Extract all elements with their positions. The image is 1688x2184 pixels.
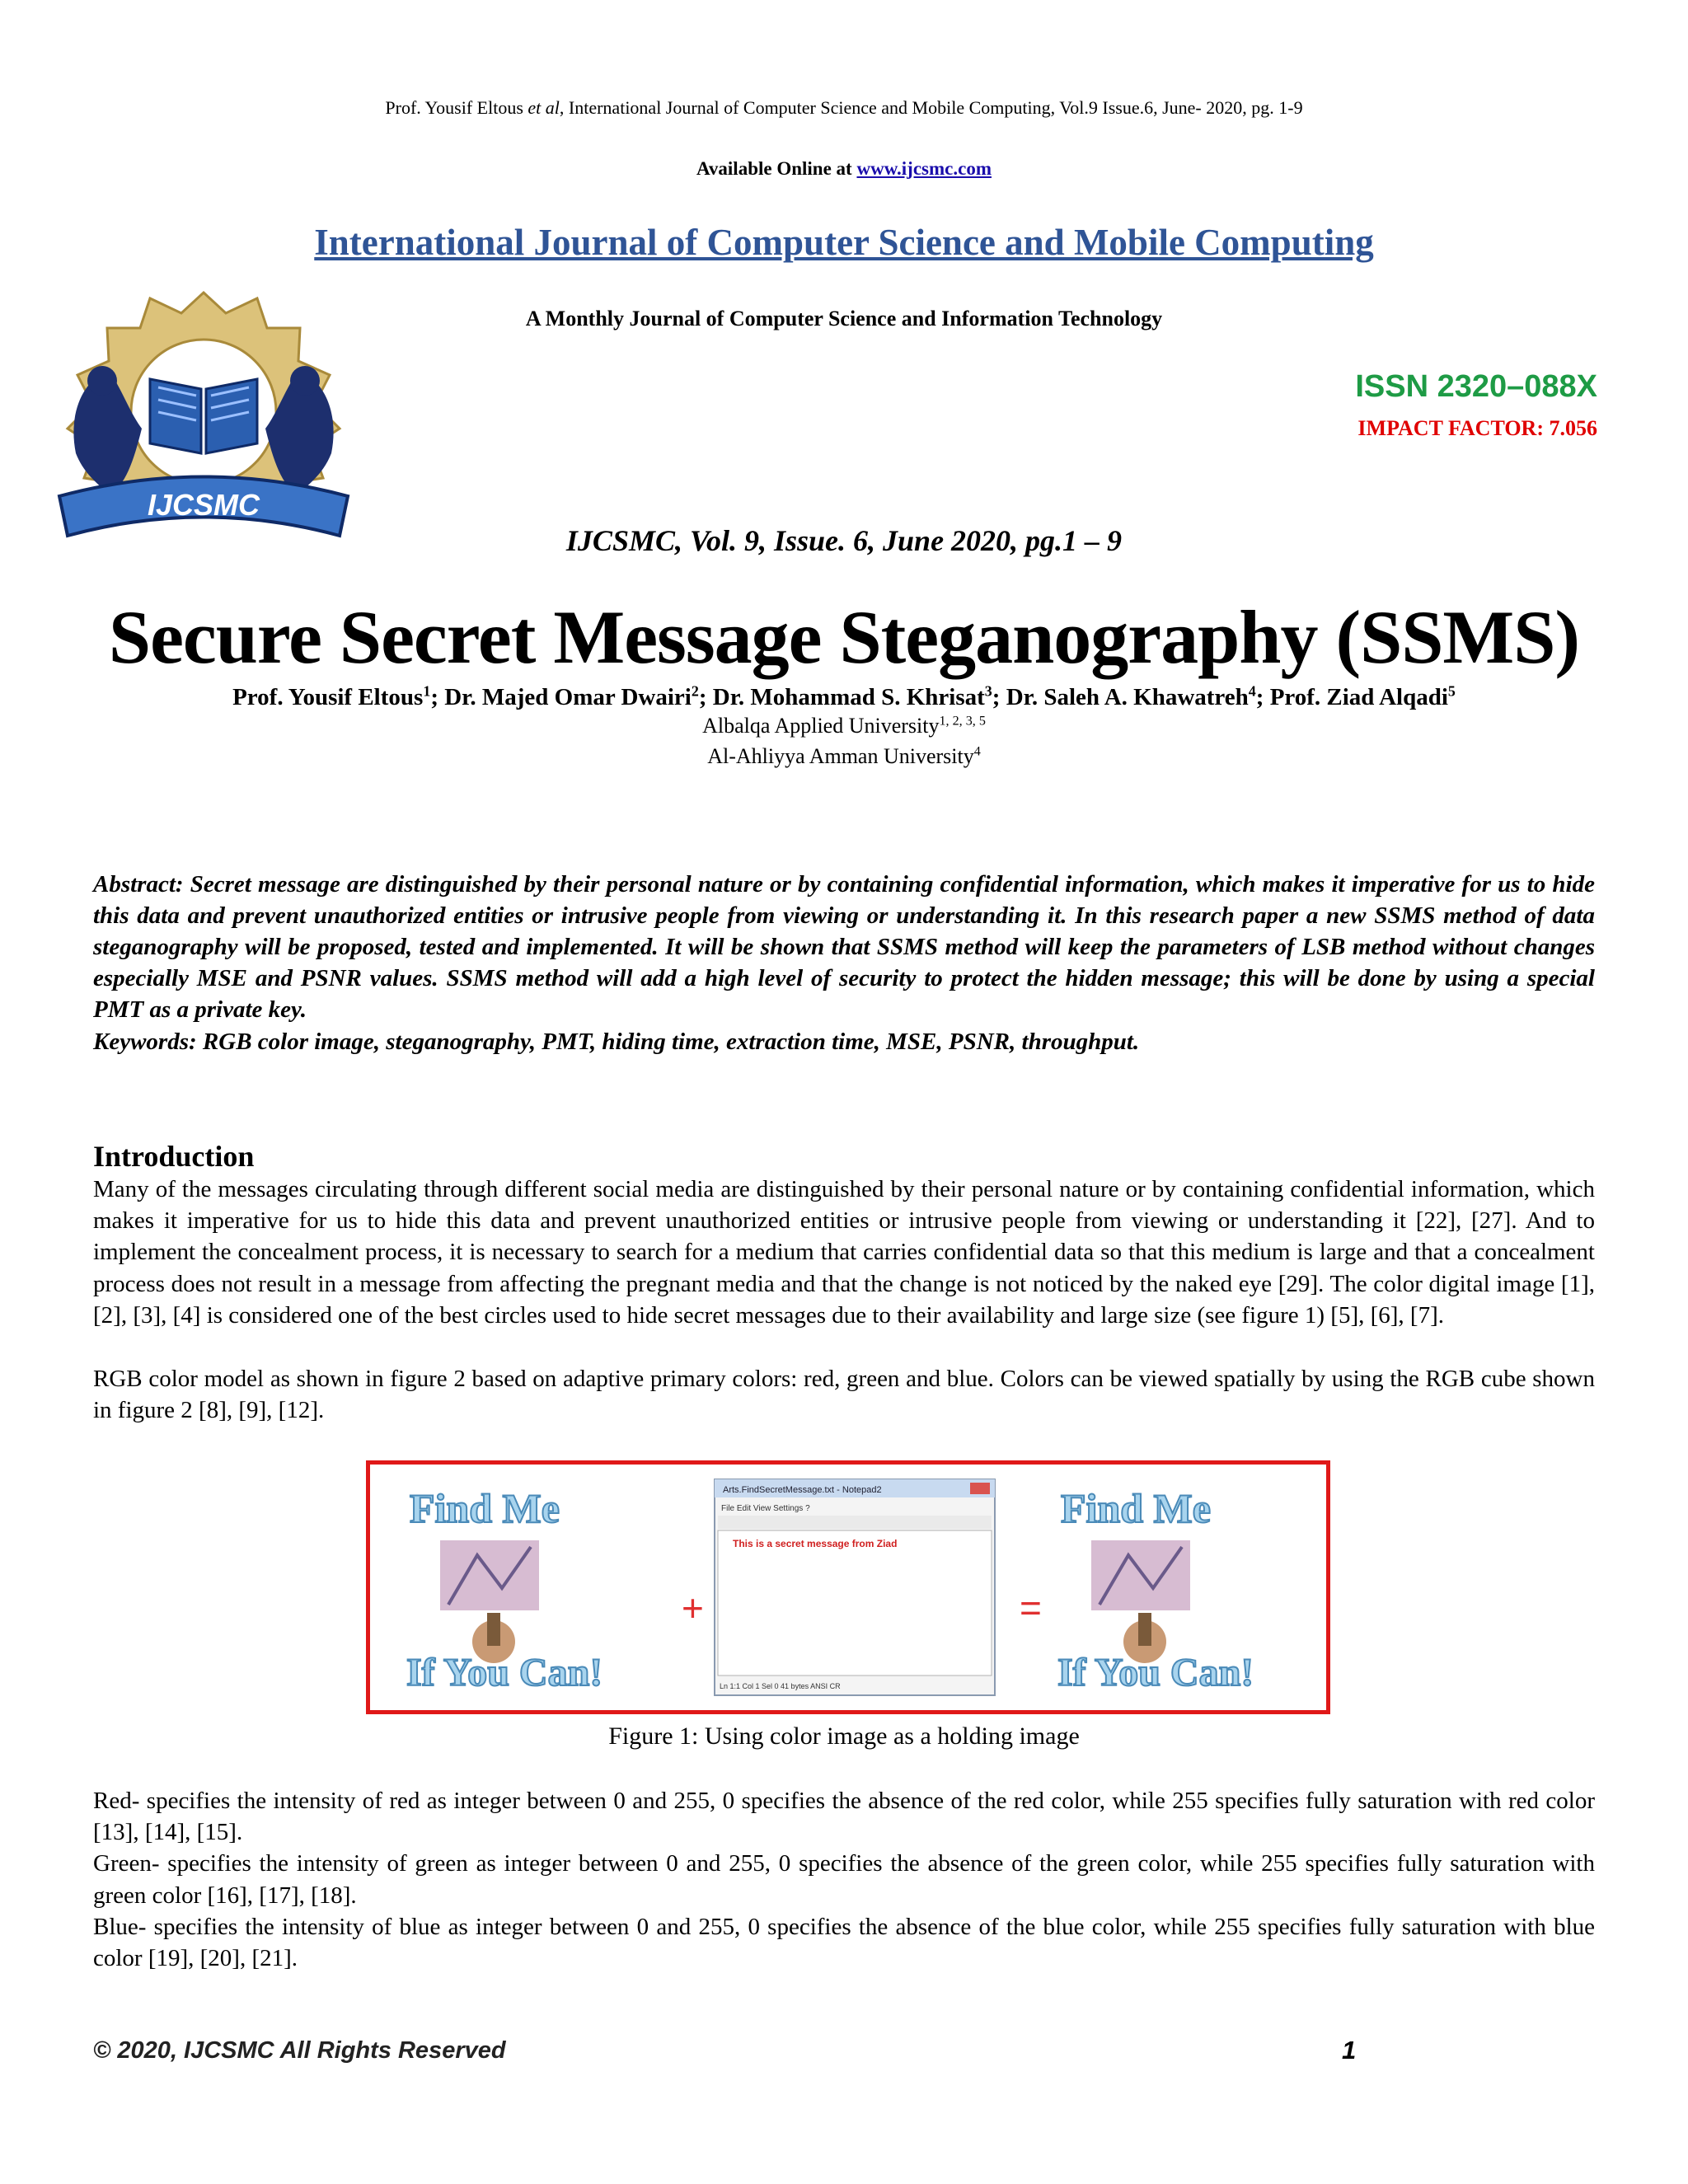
affiliation [0,744,1688,769]
plus-sign: + [682,1586,704,1629]
paragraph: Many of the messages circulating through different social media are distinguished by their personal nature or by containing confidential information, which makes it imperative for us to hide this data and prevent unauthorized entities or intrusive people from viewing or understanding it [22], [27]. And to implement the concealment process, it is necessary to search for a medium that carries confidential data so that this medium is large and that a concealment process does not result in a message from affecting the pregnant media and that the change is not noticed by the naked eye [29]. The color digital image [1], [2], [3], [4] is considered one of the best circles used to hide secret messages due to their availability and large size (see figure 1) [5], [6], [7]. [93,1176,1595,1329]
find-me-text: Find Me [410,1485,560,1531]
header-author: Prof. Yousif Eltous [385,97,528,118]
affiliation-sup: 1, 2, 3, 5 [939,714,986,729]
author-sup: 3 [984,682,992,699]
cover-image [406,1485,603,1694]
issn: ISSN 2320–088X [1355,369,1597,404]
authors-line [0,682,1688,711]
window-title: Arts.FindSecretMessage.txt - Notepad2 [723,1485,882,1495]
author-sup: 4 [1248,682,1256,699]
available-online [0,158,1688,180]
author-sup: 5 [1447,682,1456,699]
footer-copyright: © 2020, IJCSMC All Rights Reserved [93,2037,506,2064]
author [1270,684,1456,710]
author-name: Dr. Majed Omar Dwairi [444,683,692,710]
header-et-al: et al [528,97,560,118]
running-header [0,97,1688,119]
author-sep: ; [698,683,713,710]
author-sup: 1 [423,682,431,699]
paragraph-red: Red- specifies the intensity of red as integer between 0 and 255, 0 specifies the absence of the red color, while 255 specifies fully saturation with red color [13], [14], [15]. [93,1788,1595,1846]
available-label: Available Online at [696,158,857,179]
journal-subtitle: A Monthly Journal of Computer Science and Information Technology [525,307,1163,330]
paragraph-blue: Blue- specifies the intensity of blue as integer between 0 and 255, 0 specifies the absence of the blue color, while 255 specifies fully saturation with blue color [19], [20], [21]. [93,1913,1595,1972]
page-number: 1 [1342,2036,1357,2064]
paragraph-green: Green- specifies the intensity of green as integer between 0 and 255, 0 specifies the absence of the green color, while 255 specifies fully saturation with green color [16], [17], [18]. [93,1850,1595,1909]
logo-text: IJCSMC [147,488,260,522]
author-sep: ; [992,683,1006,710]
affiliation-sup: 4 [973,744,981,759]
paper-title: Secure Secret Message Steganography (SSMS) [108,595,1580,679]
author-sep: ; [430,683,445,710]
figure-1-graphic [370,1465,1326,1710]
abstract: Abstract: Secret message are distinguished by their personal nature or by containing confidential information, which makes it imperative for us to hide this data and prevent unauthorized entities or intrusive people from viewing or understanding it. In this research paper a new SSMS method of data steganography will be proposed, tested and implemented. It will be shown that SSMS method will keep the parameters of LSB method without changes especially MSE and PSNR values. SSMS method will add a high level of security to protect the hidden message; this will be done by using a special PMT as a private key. [93,871,1595,1023]
author-name: Dr. Mohammad S. Khrisat [712,683,985,710]
author [444,684,713,710]
ijcsmc-logo [51,288,356,560]
affiliation-name: Albalqa Applied University [702,714,940,738]
close-icon [970,1483,990,1494]
affiliation-name: Al-Ahliyya Amman University [707,744,974,768]
secret-message-text: This is a secret message from Ziad [733,1538,898,1549]
author-sup: 2 [691,682,699,699]
affiliation [0,714,1688,738]
header-rest: , International Journal of Computer Science and Mobile Computing, Vol.9 Issue.6, June- 2020, pg. 1-9 [559,97,1303,118]
figure-caption: Figure 1: Using color image as a holding image [608,1722,1080,1750]
author-name: Dr. Saleh A. Khawatreh [1006,683,1249,710]
if-you-can-text: If You Can! [1057,1651,1254,1694]
find-me-text: Find Me [1061,1485,1211,1531]
citation-line: IJCSMC, Vol. 9, Issue. 6, June 2020, pg.1 – 9 [565,524,1123,557]
impact-factor: IMPACT FACTOR: 7.056 [1357,416,1597,440]
if-you-can-text: If You Can! [406,1651,603,1694]
author-name: Prof. Yousif Eltous [232,683,424,710]
author-sep: ; [1255,683,1270,710]
section-heading: Introduction [93,1140,255,1173]
author [1006,684,1270,710]
window-menu: File Edit View Settings ? [721,1504,810,1513]
keywords: Keywords: RGB color image, steganography, PMT, hiding time, extraction time, MSE, PSNR, throughput. [93,1029,1140,1055]
flowers-photo [1091,1540,1190,1610]
journal-title: International Journal of Computer Science and Mobile Computing [314,222,1374,263]
journal-url-link[interactable]: www.ijcsmc.com [856,158,992,179]
stego-image [1057,1485,1254,1694]
author-name: Prof. Ziad Alqadi [1269,683,1448,710]
notepad-window [715,1479,995,1695]
flowers-photo [440,1540,539,1610]
window-status-bar: Ln 1:1 Col 1 Sel 0 41 bytes ANSI CR [720,1682,841,1690]
rgb-description [93,1785,1595,1974]
author [713,684,1006,710]
equals-sign: = [1020,1586,1042,1629]
paragraph: RGB color model as shown in figure 2 based on adaptive primary colors: red, green and blue. Colors can be viewed spatially by using the RGB cube shown in figure 2 [8], [9], [12]. [93,1366,1595,1424]
author [232,684,444,710]
figure-1 [366,1460,1330,1714]
